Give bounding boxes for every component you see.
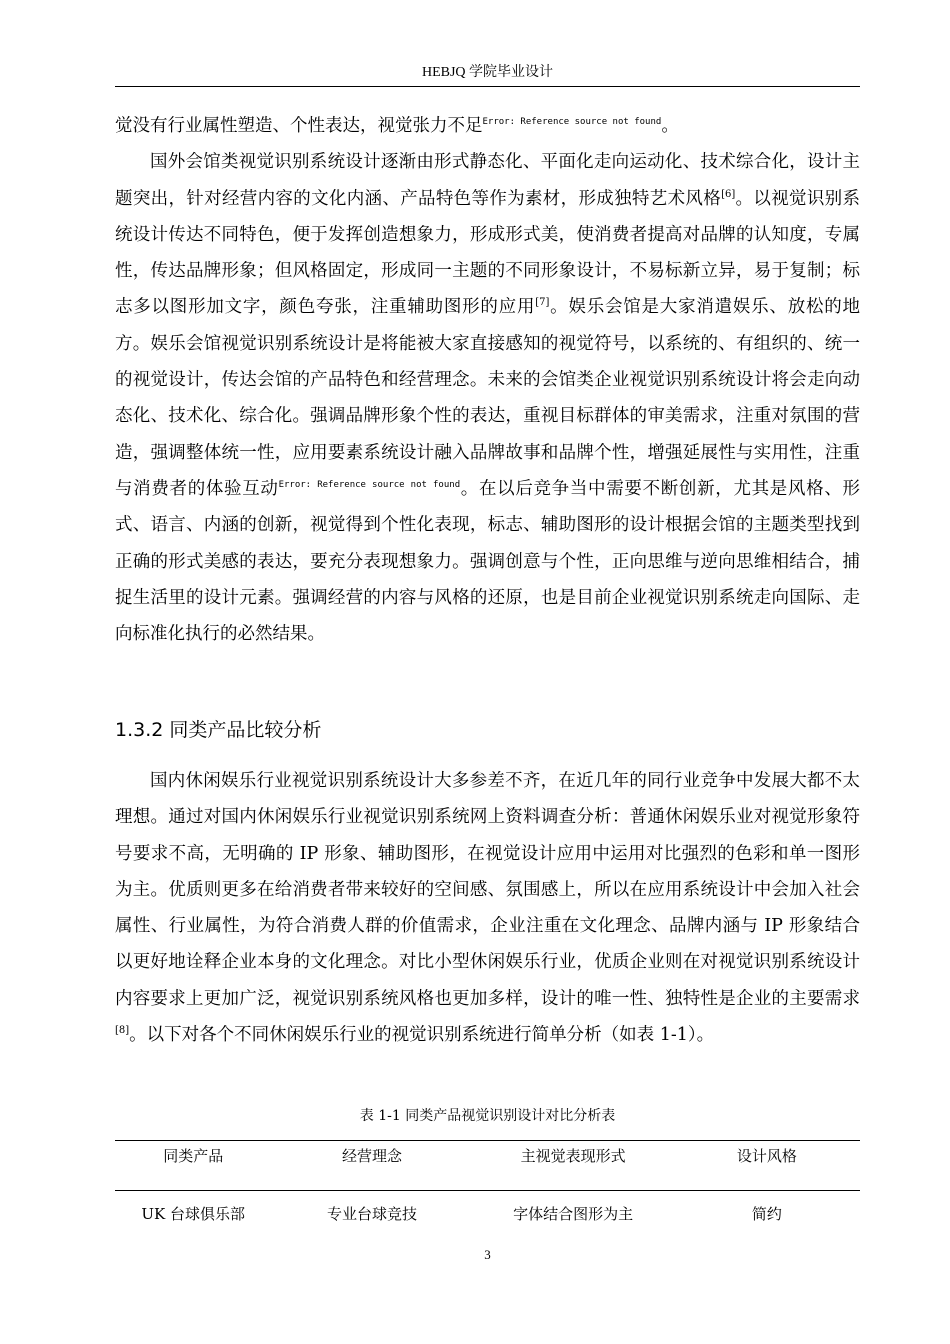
body-text-bottom xyxy=(115,763,860,1053)
comparison-table xyxy=(115,1140,860,1234)
page-number: 3 xyxy=(484,1247,491,1262)
column-header: 主视觉表现形式 xyxy=(473,1141,674,1191)
paragraph-text: 国内休闲娱乐行业视觉识别系统设计大多参差不齐，在近几年的同行业竞争中发展大都不太理想。通过对国内休闲娱乐行业视觉识别系统网上资料调查分析：普通休闲娱乐业对视觉形象符号要求不高，无明确的 IP 形象、辅助图形，在视觉设计应用中运用对比强烈的色彩和单一图形为主。优质则更多在给消费者带来较好的空间感、氛围感上，所以在应用系统设计中会加入社会属性、行业属性，为符合消费人群的价值需求，企业注重在文化理念、品牌内涵与 IP 形象结合以更好地诠释企业本身的文化理念。对比小型休闲娱乐行业，优质企业则在对视觉识别系统设计内容要求上更加广泛，视觉识别系统风格也更加多样，设计的唯一性、独特性是企业的主要需求 xyxy=(115,771,860,1009)
paragraph-3 xyxy=(115,763,860,1053)
paragraph-text: 国外会馆类视觉识别系统设计逐渐由形式静态化、平面化走向运动化、技术综合化，设计主题突出，针对经营内容的文化内涵、产品特色等作为素材，形成独特艺术风格 xyxy=(115,152,860,209)
reference-error: Error: Reference source not found xyxy=(278,479,461,490)
paragraph-text: 。以下对各个不同休闲娱乐行业的视觉识别系统进行简单分析（如表 1-1）。 xyxy=(129,1025,715,1046)
paragraph-text: 。 xyxy=(661,116,679,136)
table-cell: 字体结合图形为主 xyxy=(513,1204,634,1223)
table-header-row xyxy=(115,1141,860,1191)
paragraph-text: 。以视觉识别系统设计传达不同特色，便于发挥创造想象力，形成形式美，使消费者提高对品牌的认知度，专属性，传达品牌形象；但风格固定，形成同一主题的不同形象设计，不易标新立异，易于复制；标志多以图形加文字，颜色夸张，注重辅助图形的应用 xyxy=(115,188,861,318)
paragraph-1 xyxy=(115,108,860,144)
section-heading: 1.3.2 同类产品比较分析 xyxy=(115,719,322,741)
citation: [7] xyxy=(535,297,550,309)
citation: [6] xyxy=(721,188,736,200)
column-header: 设计风格 xyxy=(674,1141,860,1191)
table-cell: UK 台球俱乐部 xyxy=(141,1204,246,1223)
citation: [8] xyxy=(115,1025,130,1037)
body-text-top xyxy=(115,108,860,652)
paragraph-2 xyxy=(115,144,860,652)
page-header xyxy=(115,62,860,87)
table-row xyxy=(115,1191,860,1235)
paragraph-text: 觉没有行业属性塑造、个性表达，视觉张力不足 xyxy=(115,116,483,136)
table-cell: 专业台球竞技 xyxy=(327,1204,418,1223)
header-title: HEBJQ 学院毕业设计 xyxy=(421,65,554,80)
paragraph-text: 。在以后竞争当中需要不断创新，尤其是风格、形式、语言、内涵的创新，视觉得到个性化表现，标志、辅助图形的设计根据会馆的主题类型找到正确的形式美感的表达，要充分表现想象力。强调创意与个性，正向思维与逆向思维相结合，捕捉生活里的设计元素。强调经营的内容与风格的还原，也是目前企业视觉识别系统走向国际、走向标准化执行的必然结果。 xyxy=(115,478,861,645)
table-cell: 简约 xyxy=(751,1204,782,1223)
paragraph-text: 。娱乐会馆是大家消遣娱乐、放松的地方。娱乐会馆视觉识别系统设计是将能被大家直接感知的视觉符号，以系统的、有组织的、统一的视觉设计，传达会馆的产品特色和经营理念。未来的会馆类企业视觉识别系统设计将会走向动态化、技术化、综合化。强调品牌形象个性的表达，重视目标群体的审美需求，注重对氛围的营造，强调整体统一性，应用要素系统设计融入品牌故事和品牌个性，增强延展性与实用性，注重与消费者的体验互动 xyxy=(115,297,861,499)
column-header: 同类产品 xyxy=(115,1141,271,1191)
column-header: 经营理念 xyxy=(271,1141,472,1191)
reference-error: Error: Reference source not found xyxy=(482,117,662,127)
table-caption: 表 1-1 同类产品视觉识别设计对比分析表 xyxy=(359,1108,616,1124)
